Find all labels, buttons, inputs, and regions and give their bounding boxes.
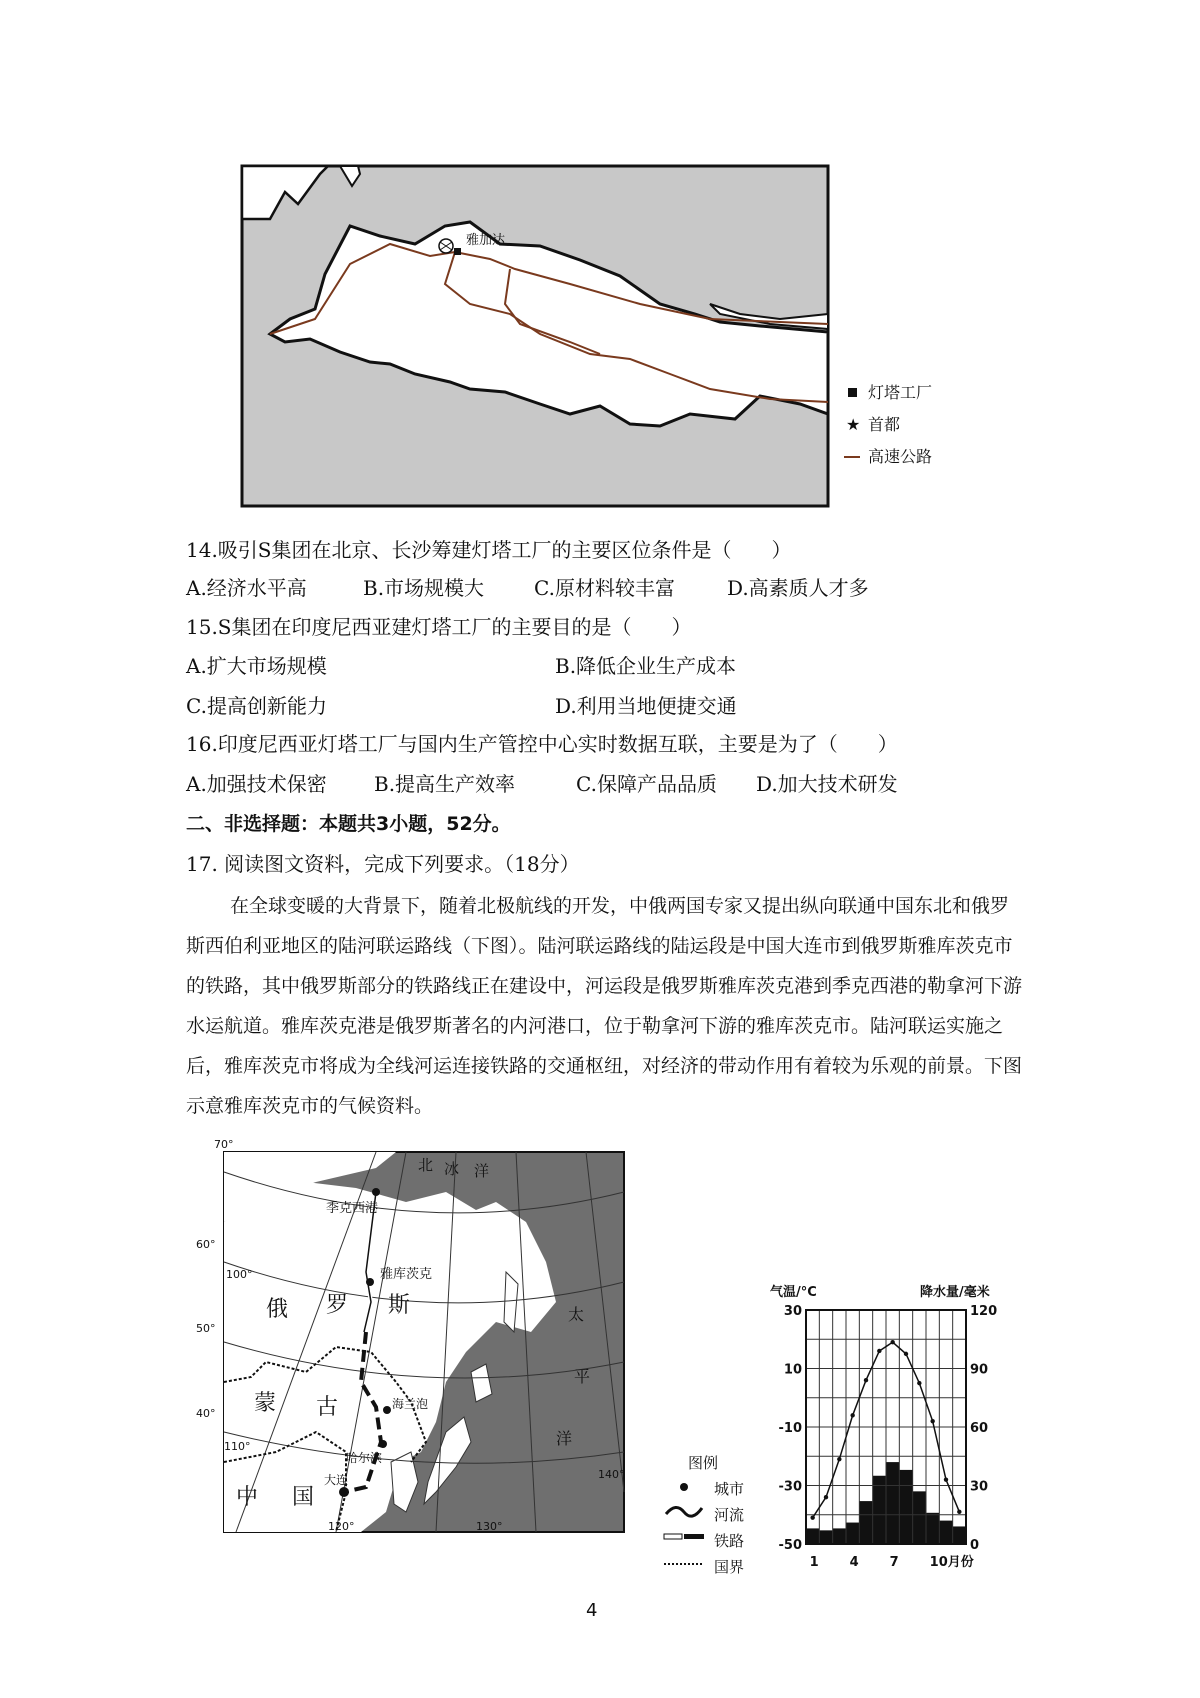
temp-tick-3: -30: [778, 1479, 802, 1495]
lon-120-label: 120°: [328, 1520, 355, 1533]
map2-legend-title: 图例: [688, 1454, 719, 1472]
month-tick-0: 1: [809, 1555, 819, 1570]
legend-railway: 铁路: [714, 1532, 745, 1550]
q16-option-d: D.加大技术研发: [756, 772, 898, 796]
legend-city: 城市: [714, 1480, 745, 1498]
label-ping: 平: [574, 1367, 591, 1386]
label-si: 斯: [388, 1293, 411, 1318]
temp-point-5: [864, 1378, 868, 1382]
jakarta-label: 雅加达: [466, 233, 506, 248]
temp-tick-0: 30: [783, 1304, 802, 1319]
label-luo: 罗: [326, 1293, 349, 1318]
question-15: 15.S集团在印度尼西亚建灯塔工厂的主要目的是（ ）: [186, 615, 692, 639]
climate-chart: [770, 1282, 1016, 1580]
label-tiksi: 季克西港: [326, 1201, 379, 1216]
q15-option-a: A.扩大市场规模: [186, 654, 327, 678]
legend-border: 国界: [714, 1558, 745, 1576]
precip-tick-0: 120: [970, 1304, 998, 1319]
month-tick-1: 4: [849, 1555, 859, 1570]
label-yakutsk: 雅库茨克: [380, 1267, 433, 1282]
q15-option-d: D.利用当地便捷交通: [555, 694, 737, 718]
precip-bar-12: [953, 1526, 966, 1544]
label-blagoveshchensk: 海兰泡: [392, 1397, 429, 1411]
question-16: 16.印度尼西亚灯塔工厂与国内生产管控中心实时数据互联，主要是为了（ ）: [186, 732, 898, 756]
precip-bar-2: [819, 1530, 832, 1544]
label-gu: 古: [316, 1395, 339, 1420]
river-icon: [666, 1507, 702, 1516]
factory-square-icon: [848, 388, 857, 397]
q15-option-b: B.降低企业生产成本: [555, 654, 737, 678]
railway-icon: [684, 1534, 704, 1539]
label-meng: 蒙: [254, 1391, 277, 1416]
q16-option-c: C.保障产品品质: [576, 772, 717, 796]
temp-point-10: [930, 1419, 934, 1423]
precip-bar-4: [846, 1523, 859, 1544]
lat-70-label: 70°: [214, 1138, 234, 1151]
lon-140-label: 140°: [598, 1468, 625, 1481]
lat-50-label: 50°: [196, 1322, 216, 1335]
page-number: 4: [586, 1600, 598, 1621]
q14-option-c: C.原材料较丰富: [534, 576, 675, 600]
temp-point-1: [810, 1515, 814, 1519]
label-tai: 太: [568, 1305, 585, 1324]
label-guo: 国: [292, 1485, 315, 1510]
label-e: 俄: [266, 1297, 289, 1322]
temp-point-6: [877, 1349, 881, 1353]
precip-tick-4: 0: [970, 1538, 980, 1553]
legend-river: 河流: [714, 1506, 745, 1524]
legend-capital: 首都: [868, 415, 901, 434]
precip-bar-1: [806, 1528, 819, 1544]
lon-110-label: 110°: [224, 1440, 251, 1453]
lon-100-label: 100°: [226, 1268, 253, 1281]
q15-option-c: C.提高创新能力: [186, 694, 327, 718]
month-tick-3: 10月份: [929, 1555, 974, 1570]
temp-point-7: [890, 1340, 894, 1344]
russia-china-map: [196, 1132, 646, 1552]
legend-highway: 高速公路: [868, 447, 933, 466]
temp-axis-label: 气温/°C: [770, 1285, 817, 1300]
railway-planned-icon: [664, 1534, 682, 1539]
label-zhong: 中: [236, 1485, 259, 1510]
precip-bar-5: [859, 1501, 872, 1544]
temp-tick-4: -50: [778, 1538, 802, 1553]
q16-option-a: A.加强技术保密: [186, 772, 327, 796]
capital-star-icon: ★: [846, 415, 861, 434]
label-bing: 冰: [444, 1160, 460, 1178]
legend-factory: 灯塔工厂: [868, 383, 933, 402]
lat-40-label: 40°: [196, 1407, 216, 1420]
city-dot-icon: [680, 1483, 688, 1491]
temp-point-4: [850, 1413, 854, 1417]
question-14: 14.吸引S集团在北京、长沙筹建灯塔工厂的主要区位条件是（ ）: [186, 538, 792, 562]
temp-point-8: [904, 1352, 908, 1356]
temp-point-2: [824, 1495, 828, 1499]
label-bei: 北: [418, 1156, 434, 1174]
question-17-title: 17. 阅读图文资料，完成下列要求。（18分）: [186, 852, 580, 876]
precip-bar-8: [899, 1470, 912, 1544]
map2-legend-symbols: [660, 1476, 708, 1580]
lat-60-label: 60°: [196, 1238, 216, 1251]
precip-tick-3: 30: [970, 1479, 989, 1495]
q14-option-a: A.经济水平高: [186, 576, 307, 600]
precip-bar-9: [913, 1491, 926, 1544]
precip-bar-3: [833, 1528, 846, 1544]
question-17-paragraph: 在全球变暖的大背景下，随着北极航线的开发，中俄两国专家又提出纵向联通中国东北和俄罗斯西伯利亚地区的陆河联运路线（下图）。陆河联运路线的陆运段是中国大连市到俄罗斯雅库茨克市的铁路，其中俄罗斯部分的铁路线正在建设中，河运段是俄罗斯雅库茨克港到季克西港的勒拿河下游水运航道。雅库茨克港是俄罗斯著名的内河港口，位于勒拿河下游的雅库茨克市。陆河联运实施之后，雅库茨克市将成为全线河运连接铁路的交通枢纽，对经济的带动作用有着较为乐观的前景。下图示意雅库茨克市的气候资料。: [186, 895, 1023, 1117]
q16-option-b: B.提高生产效率: [374, 772, 516, 796]
temp-point-3: [837, 1457, 841, 1461]
temp-point-12: [957, 1510, 961, 1514]
label-dalian: 大连: [324, 1473, 349, 1487]
label-yang2: 洋: [556, 1429, 573, 1448]
lon-130-label: 130°: [476, 1520, 503, 1533]
precip-bar-11: [939, 1521, 952, 1544]
temp-tick-1: 10: [783, 1362, 802, 1378]
temp-point-11: [944, 1477, 948, 1481]
precip-bar-7: [886, 1462, 899, 1544]
java-map: [240, 164, 970, 509]
label-harbin: 哈尔滨: [346, 1451, 383, 1465]
q14-option-d: D.高素质人才多: [727, 576, 869, 600]
temp-point-9: [917, 1381, 921, 1385]
precip-tick-1: 90: [970, 1362, 989, 1378]
precip-bar-10: [926, 1513, 939, 1544]
q14-option-b: B.市场规模大: [363, 576, 485, 600]
month-tick-2: 7: [889, 1555, 899, 1570]
label-yang1: 洋: [474, 1162, 490, 1180]
section-2-heading: 二、非选择题：本题共3小题，52分。: [186, 813, 511, 835]
precip-axis-label: 降水量/毫米: [920, 1285, 990, 1300]
precip-tick-2: 60: [970, 1421, 989, 1436]
temp-tick-2: -10: [778, 1421, 802, 1436]
